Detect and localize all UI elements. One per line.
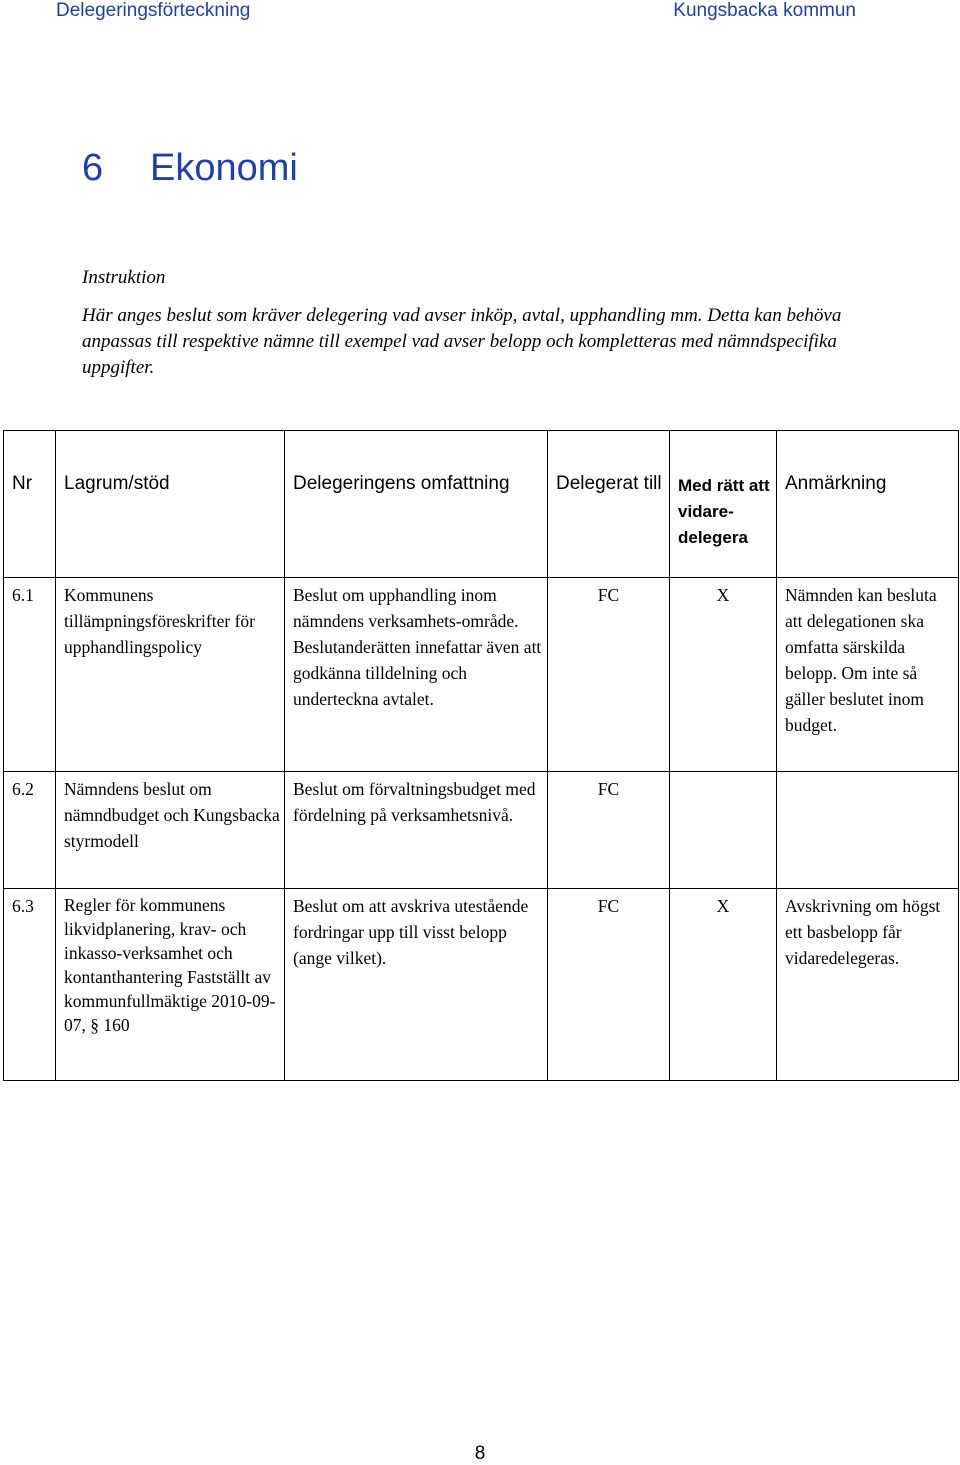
row-delegerat: FC bbox=[548, 578, 670, 772]
row-anmarkning: Nämnden kan besluta att delegationen ska omfatta särskilda belopp. Om inte så gäller beslutet inom budget. bbox=[777, 578, 959, 772]
row-omfattning: Beslut om att avskriva utestående fordringar upp till visst belopp (ange vilket). bbox=[285, 889, 548, 1081]
header-nr: Nr bbox=[4, 431, 56, 578]
chapter-title: Ekonomi bbox=[150, 147, 298, 189]
row-delegerat: FC bbox=[548, 889, 670, 1081]
table-row bbox=[4, 578, 959, 772]
row-lagrum: Kommunens tillämpningsföreskrifter för upphandlingspolicy bbox=[56, 578, 285, 772]
header-vidaredelegera: Med rätt att vidare-delegera bbox=[670, 431, 777, 578]
row-delegerat: FC bbox=[548, 772, 670, 889]
header-anmarkning: Anmärkning bbox=[777, 431, 959, 578]
row-nr: 6.1 bbox=[4, 578, 56, 772]
row-omfattning: Beslut om upphandling inom nämndens verksamhets-område. Beslutanderätten innefattar även att godkänna tilldelning och underteckna avtalet. bbox=[285, 578, 548, 772]
row-anmarkning bbox=[777, 772, 959, 889]
row-nr: 6.3 bbox=[4, 889, 56, 1081]
running-header-org: Kungsbacka kommun bbox=[673, 0, 856, 21]
chapter-heading bbox=[82, 147, 298, 190]
header-delegerat: Delegerat till bbox=[548, 431, 670, 578]
row-nr: 6.2 bbox=[4, 772, 56, 889]
row-lagrum: Regler för kommunens likvidplanering, krav- och inkasso-verksamhet och kontanthantering Fastställt av kommunfullmäktige 2010-09-07, § 160 bbox=[56, 889, 285, 1081]
table-row bbox=[4, 889, 959, 1081]
delegation-table bbox=[3, 430, 959, 1081]
table-header-row bbox=[4, 431, 959, 578]
table-row bbox=[4, 772, 959, 889]
page-number: 8 bbox=[474, 1443, 486, 1464]
instruction-title: Instruktion bbox=[82, 267, 166, 288]
row-lagrum: Nämndens beslut om nämndbudget och Kungsbacka styrmodell bbox=[56, 772, 285, 889]
running-header-title: Delegeringsförteckning bbox=[56, 0, 251, 21]
header-omfattning: Delegeringens omfattning bbox=[285, 431, 548, 578]
row-anmarkning: Avskrivning om högst ett basbelopp får vidaredelegeras. bbox=[777, 889, 959, 1081]
header-lagrum: Lagrum/stöd bbox=[56, 431, 285, 578]
row-vidaredelegera bbox=[670, 772, 777, 889]
row-omfattning: Beslut om förvaltningsbudget med fördelning på verksamhetsnivå. bbox=[285, 772, 548, 889]
chapter-number: 6 bbox=[82, 147, 104, 189]
instruction-text: Här anges beslut som kräver delegering vad avser inköp, avtal, upphandling mm. Detta kan behöva anpassas till respektive nämne till exempel vad avser belopp och kompletteras med nämndspecifika uppgifter. bbox=[82, 305, 842, 378]
row-vidaredelegera: X bbox=[670, 889, 777, 1081]
row-vidaredelegera: X bbox=[670, 578, 777, 772]
